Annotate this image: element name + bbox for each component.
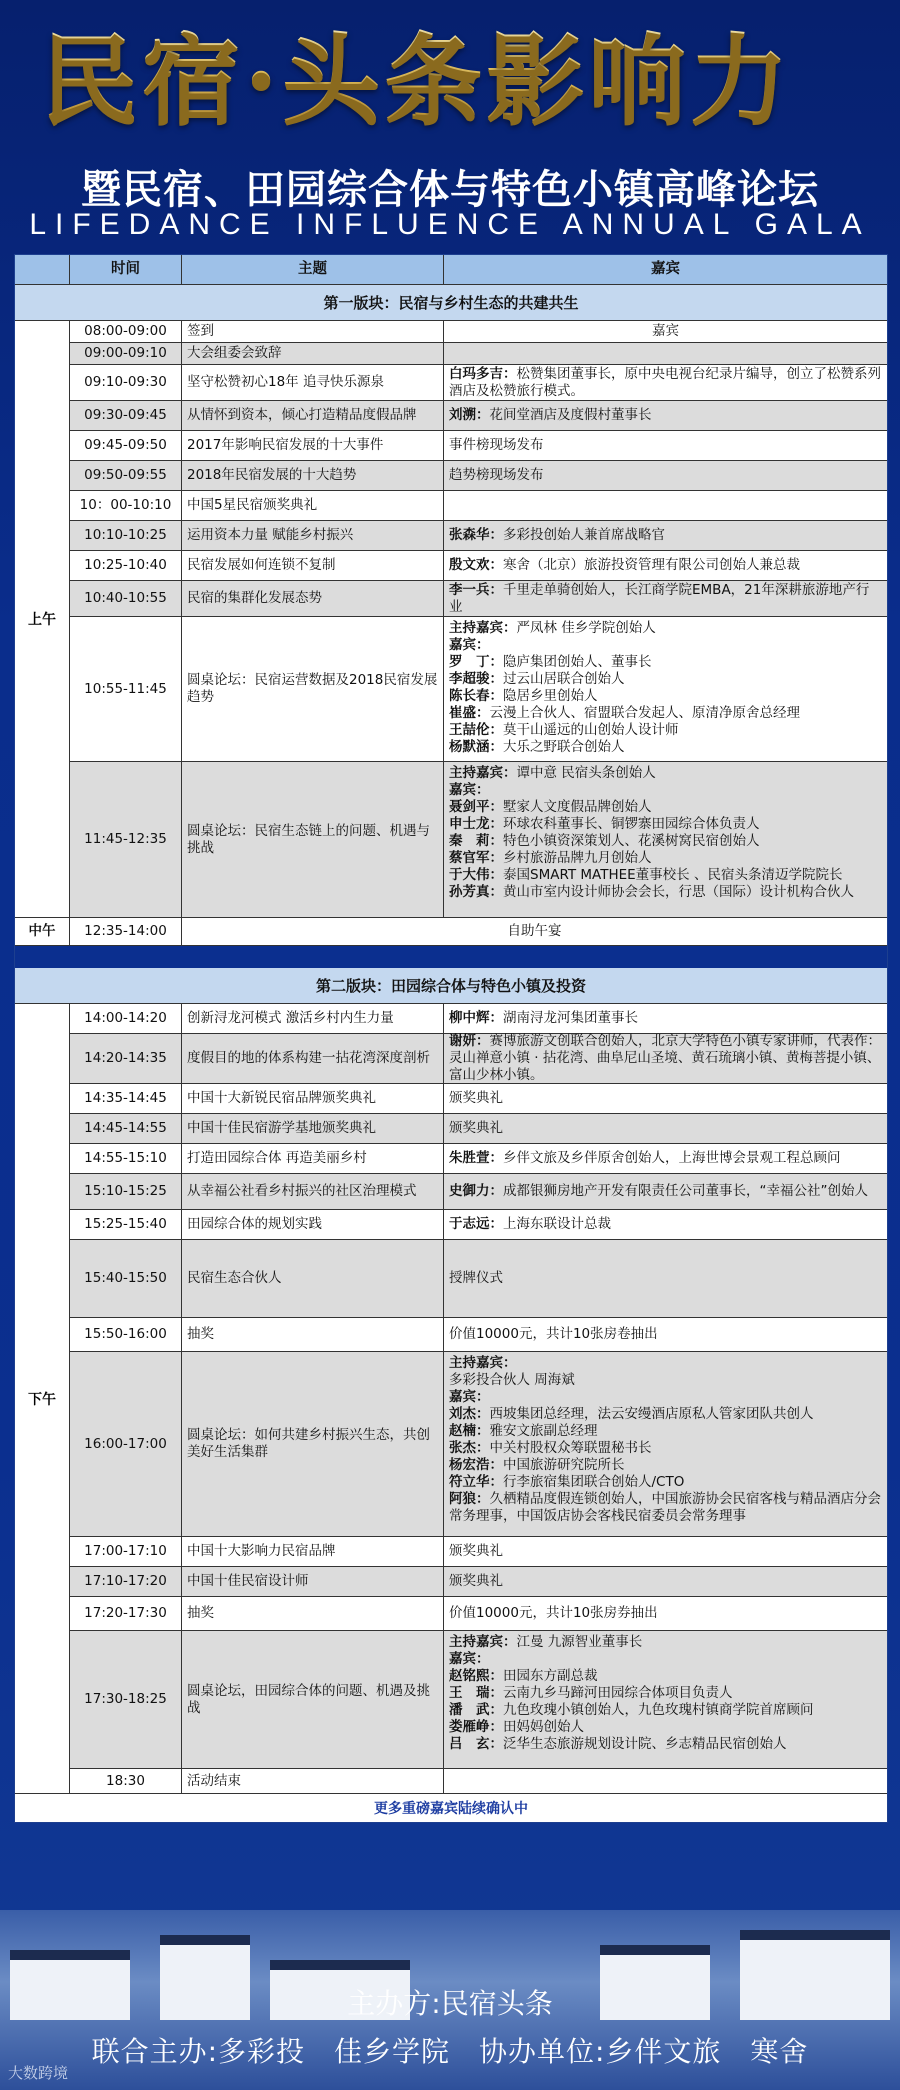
subtitle: 暨民宿、田园综合体与特色小镇高峰论坛 <box>81 167 819 213</box>
guest-title: 上海东联设计总裁 <box>503 1216 611 1232</box>
more-guests-note: 更多重磅嘉宾陆续确认中 <box>15 1794 887 1822</box>
guest-line <box>449 782 882 799</box>
section2-title: 第二版块：田园综合体与特色小镇及投资 <box>15 968 887 1004</box>
forum-row <box>70 1352 887 1537</box>
guest-name: 陈长春： <box>449 688 503 704</box>
row-topic: 中国5星民宿颁奖典礼 <box>182 491 444 520</box>
forum-guests <box>444 1352 887 1536</box>
forum-row <box>70 617 887 762</box>
row-guest: 趋势榜现场发布 <box>449 467 544 483</box>
guest-line <box>449 1457 882 1474</box>
row-time: 14:45-14:55 <box>70 1114 182 1143</box>
guest-line <box>449 1355 882 1372</box>
guest-line <box>449 799 882 816</box>
forum-time: 16:00-17:00 <box>70 1352 182 1536</box>
guest-name: 赵楠： <box>449 1423 490 1439</box>
guest-line <box>449 1685 882 1702</box>
guest-name: 于志远： <box>449 1216 503 1232</box>
row-guest: 颁奖典礼 <box>449 1573 503 1589</box>
guest-name: 朱胜萱： <box>449 1150 503 1166</box>
noon-row <box>15 918 887 946</box>
morning-rows <box>70 321 887 917</box>
guest-line <box>449 637 882 654</box>
table-row <box>70 1567 887 1597</box>
row-guest: 价值10000元，共计10张房卷抽出 <box>449 1326 658 1342</box>
table-row <box>70 1537 887 1567</box>
guest-line <box>449 884 882 901</box>
row-topic: 中国十大新锐民宿品牌颁奖典礼 <box>182 1084 444 1113</box>
co-organizers: 联合主办:多彩投 佳乡学院 协办单位:乡伴文旅 寒舍 <box>91 2035 809 2068</box>
guest-line <box>449 1389 882 1406</box>
guest-name: 潘 武： <box>449 1702 503 1718</box>
afternoon-block <box>15 1004 887 1794</box>
row-time: 09:50-09:55 <box>70 461 182 490</box>
table-row <box>70 1004 887 1034</box>
guest-line <box>449 816 882 833</box>
guest-line <box>449 1668 882 1685</box>
guest-name: 娄雁峥： <box>449 1719 503 1735</box>
guest-title: 湖南浔龙河集团董事长 <box>503 1010 638 1026</box>
guest-title: 寒舍（北京）旅游投资管理有限公司创始人兼总裁 <box>503 557 800 573</box>
guest-line <box>449 833 882 850</box>
table-row <box>70 365 887 401</box>
forum-guests <box>444 762 887 917</box>
table-row <box>70 1084 887 1114</box>
guest-name: 孙芳真： <box>449 884 503 900</box>
guest-title: 多彩投合伙人 周海斌 <box>449 1372 575 1388</box>
guest-name: 王 瑞： <box>449 1685 503 1701</box>
row-time: 10:40-10:55 <box>70 581 182 616</box>
header-empty <box>15 255 70 284</box>
row-topic: 坚守松赞初心18年 追寻快乐源泉 <box>182 365 444 400</box>
guest-name: 刘溯： <box>449 407 490 423</box>
forum-topic: 圆桌论坛：如何共建乡村振兴生态，共创美好生活集群 <box>182 1352 444 1536</box>
row-topic: 民宿生态合伙人 <box>182 1240 444 1317</box>
guest-name: 主持嘉宾： <box>449 1355 517 1371</box>
row-guest <box>444 491 887 520</box>
header-time: 时间 <box>70 255 182 284</box>
row-guest <box>444 1004 887 1033</box>
row-time: 15:40-15:50 <box>70 1240 182 1317</box>
guest-line <box>449 620 882 637</box>
row-topic: 抽奖 <box>182 1318 444 1351</box>
period-noon: 中午 <box>15 918 70 945</box>
guest-line <box>449 1719 882 1736</box>
guest-name: 蔡官军： <box>449 850 503 866</box>
guest-name: 张杰： <box>449 1440 490 1456</box>
guest-name: 聂剑平： <box>449 799 503 815</box>
guest-name: 申士龙： <box>449 816 503 832</box>
row-topic: 中国十佳民宿游学基地颁奖典礼 <box>182 1114 444 1143</box>
guest-line <box>449 1491 882 1525</box>
guest-line <box>449 1474 882 1491</box>
guest-title: 行李旅宿集团联合创始人/CTO <box>503 1474 685 1490</box>
guest-name: 张森华： <box>449 527 503 543</box>
table-row <box>70 1114 887 1144</box>
table-row <box>70 321 887 343</box>
guest-name: 秦 莉： <box>449 833 503 849</box>
guest-name: 于大伟： <box>449 867 503 883</box>
schedule-table <box>14 254 888 1823</box>
guest-name: 李一兵： <box>449 581 503 598</box>
guest-title: 乡伴文旅及乡伴原舍创始人，上海世博会景观工程总顾问 <box>503 1150 841 1166</box>
noon-topic: 自助午宴 <box>507 923 562 939</box>
guest-title: 田园东方副总裁 <box>503 1668 598 1684</box>
guest-title: 黄山市室内设计师协会会长，行思（国际）设计机构合伙人 <box>503 884 854 900</box>
guest-title: 莫干山遥远的山创始人设计师 <box>503 722 679 738</box>
guest-name: 吕 玄： <box>449 1736 503 1752</box>
row-guest <box>444 521 887 550</box>
guest-title: 成都银狮房地产开发有限责任公司董事长，“幸福公社”创始人 <box>503 1183 868 1199</box>
row-guest <box>444 1769 887 1793</box>
row-guest: 颁奖典礼 <box>449 1120 503 1136</box>
table-row <box>70 401 887 431</box>
row-topic: 中国十大影响力民宿品牌 <box>182 1537 444 1566</box>
section1-title: 第一版块：民宿与乡村生态的共建共生 <box>15 285 887 321</box>
row-topic: 民宿发展如何连锁不复制 <box>182 551 444 580</box>
row-topic: 2018年民宿发展的十大趋势 <box>182 461 444 490</box>
guest-name: 符立华： <box>449 1474 503 1490</box>
section-gap <box>15 946 887 968</box>
guest-title: 西坡集团总经理，法云安缦酒店原私人管家团队共创人 <box>489 1406 814 1422</box>
header-guest: 嘉宾 <box>651 261 680 277</box>
row-time: 15:50-16:00 <box>70 1318 182 1351</box>
row-guest <box>444 1034 887 1083</box>
row-time: 18:30 <box>70 1769 182 1793</box>
row-guest: 事件榜现场发布 <box>449 437 544 453</box>
row-topic: 创新浔龙河模式 激活乡村内生力量 <box>182 1004 444 1033</box>
row-time: 14:20-14:35 <box>70 1034 182 1083</box>
guest-name: 阿狼： <box>449 1491 490 1507</box>
guest-line <box>449 739 882 756</box>
guest-title: 雅安文旅副总经理 <box>489 1423 598 1439</box>
guest-title: 花间堂酒店及度假村董事长 <box>489 407 652 423</box>
forum-time: 11:45-12:35 <box>70 762 182 917</box>
guest-name: 白玛多吉： <box>449 365 517 382</box>
forum-guests <box>444 1631 887 1768</box>
guest-line <box>449 1651 882 1668</box>
table-row <box>70 1597 887 1631</box>
guest-name: 赵铭熙： <box>449 1668 503 1684</box>
guest-line <box>449 1440 882 1457</box>
table-header-row <box>15 255 887 285</box>
row-time: 10:25-10:40 <box>70 551 182 580</box>
guest-line <box>449 671 882 688</box>
main-title: 民宿·头条影响力 <box>40 22 860 140</box>
guest-line <box>449 1423 882 1440</box>
row-time: 09:00-09:10 <box>70 343 182 364</box>
row-topic: 从情怀到资本，倾心打造精品度假品牌 <box>182 401 444 430</box>
table-row <box>70 1210 887 1240</box>
guest-title: 多彩投创始人兼首席战略官 <box>503 527 665 543</box>
guest-title: 特色小镇资深策划人、花溪树窝民宿创始人 <box>503 833 760 849</box>
row-guest <box>444 1144 887 1173</box>
row-topic: 田园综合体的规划实践 <box>182 1210 444 1239</box>
row-time: 15:10-15:25 <box>70 1174 182 1209</box>
forum-topic: 圆桌论坛：民宿生态链上的问题、机遇与挑战 <box>182 762 444 917</box>
row-guest: 颁奖典礼 <box>449 1090 503 1106</box>
guest-title: 谭中意 民宿头条创始人 <box>516 765 656 781</box>
guest-title: 中国旅游研究院所长 <box>503 1457 625 1473</box>
guest-title: 隐居乡里创始人 <box>503 688 598 704</box>
afternoon-rows <box>70 1004 887 1793</box>
guest-title: 九色玫瑰小镇创始人，九色玫瑰村镇商学院首席顾问 <box>503 1702 814 1718</box>
guest-name: 史御力： <box>449 1183 503 1199</box>
table-row <box>70 581 887 617</box>
guest-line <box>449 850 882 867</box>
guest-name: 李超骏： <box>449 671 503 687</box>
table-row <box>70 343 887 365</box>
guest-title: 过云山居联合创始人 <box>503 671 625 687</box>
guest-line <box>449 1372 882 1389</box>
guest-name: 嘉宾： <box>449 1389 490 1405</box>
guest-name: 主持嘉宾： <box>449 1634 517 1650</box>
guest-line <box>449 688 882 705</box>
guest-title: 赛博旅游文创联合创始人，北京大学特色小镇专家讲师，代表作：灵山禅意小镇 · 拈花湾、曲阜尼山圣境、黄石琉璃小镇、黄梅菩提小镇、富山少林小镇。 <box>449 1033 881 1083</box>
table-row <box>70 521 887 551</box>
row-topic: 度假目的地的体系构建一拈花湾深度剖析 <box>182 1034 444 1083</box>
guest-line <box>449 722 882 739</box>
row-topic: 运用资本力量 赋能乡村振兴 <box>182 521 444 550</box>
row-topic: 打造田园综合体 再造美丽乡村 <box>182 1144 444 1173</box>
row-topic: 民宿的集群化发展态势 <box>182 581 444 616</box>
guest-line <box>449 1702 882 1719</box>
row-time: 17:10-17:20 <box>70 1567 182 1596</box>
table-row <box>70 1769 887 1793</box>
row-guest: 嘉宾 <box>652 323 679 339</box>
row-topic: 2017年影响民宿发展的十大事件 <box>182 431 444 460</box>
row-topic: 抽奖 <box>182 1597 444 1630</box>
forum-time: 10:55-11:45 <box>70 617 182 761</box>
guest-title: 久栖精品度假连锁创始人，中国旅游协会民宿客栈与精品酒店分会常务理事，中国饭店协会客栈民宿委员会常务理事 <box>449 1491 881 1524</box>
row-guest: 颁奖典礼 <box>449 1543 503 1559</box>
noon-time: 12:35-14:00 <box>70 918 182 945</box>
guest-title: 隐庐集团创始人、董事长 <box>503 654 652 670</box>
guest-name: 嘉宾： <box>449 1651 490 1667</box>
row-topic: 大会组委会致辞 <box>182 343 444 364</box>
guest-line <box>449 705 882 722</box>
table-row <box>70 551 887 581</box>
guest-title: 云南九乡马蹄河田园综合体项目负责人 <box>503 1685 733 1701</box>
guest-name: 主持嘉宾： <box>449 765 517 781</box>
row-time: 14:00-14:20 <box>70 1004 182 1033</box>
guest-name: 柳中辉： <box>449 1010 503 1026</box>
guest-name: 崔盛： <box>449 705 490 721</box>
morning-block <box>15 321 887 918</box>
guest-name: 嘉宾： <box>449 782 490 798</box>
guest-title: 泛华生态旅游规划设计院、乡志精品民宿创始人 <box>503 1736 787 1752</box>
row-guest <box>444 1174 887 1209</box>
forum-topic: 圆桌论坛：民宿运营数据及2018民宿发展趋势 <box>182 617 444 761</box>
header-topic: 主题 <box>182 255 444 284</box>
guest-title: 江曼 九源智业董事长 <box>516 1634 643 1650</box>
watermark: 大数跨境 <box>8 2064 69 2082</box>
row-time: 08:00-09:00 <box>70 321 182 342</box>
row-time: 15:25-15:40 <box>70 1210 182 1239</box>
guest-line <box>449 1406 882 1423</box>
row-guest <box>444 365 887 400</box>
period-afternoon: 下午 <box>15 1004 70 1793</box>
row-time: 17:00-17:10 <box>70 1537 182 1566</box>
table-row <box>70 491 887 521</box>
guest-title: 墅家人文度假品牌创始人 <box>503 799 652 815</box>
guest-title: 乡村旅游品牌九月创始人 <box>503 850 652 866</box>
table-row <box>70 1034 887 1084</box>
guest-name: 杨默涵： <box>449 739 503 755</box>
guest-title: 大乐之野联合创始人 <box>503 739 625 755</box>
guest-name: 杨宏浩： <box>449 1457 503 1473</box>
row-time: 09:10-09:30 <box>70 365 182 400</box>
row-time: 10：00-10:10 <box>70 491 182 520</box>
header <box>0 0 900 250</box>
table-row <box>70 431 887 461</box>
row-topic: 活动结束 <box>182 1769 444 1793</box>
row-time: 14:35-14:45 <box>70 1084 182 1113</box>
guest-name: 殷文欢： <box>449 557 503 573</box>
period-morning: 上午 <box>15 321 70 917</box>
guest-title: 泰国SMART MATHEE董事校长 、民宿头条清迈学院院长 <box>503 867 843 883</box>
row-time: 17:20-17:30 <box>70 1597 182 1630</box>
table-row <box>70 461 887 491</box>
english-title: LIFEDANCE INFLUENCE ANNUAL GALA <box>29 208 871 241</box>
row-time: 09:30-09:45 <box>70 401 182 430</box>
forum-row <box>70 762 887 917</box>
guest-name: 谢妍： <box>449 1033 490 1049</box>
row-guest <box>444 581 887 616</box>
row-topic: 中国十佳民宿设计师 <box>182 1567 444 1596</box>
guest-line <box>449 1634 882 1651</box>
guest-title: 千里走单骑创始人，长江商学院EMBA，21年深耕旅游地产行业 <box>449 581 870 615</box>
guest-name: 嘉宾： <box>449 637 490 653</box>
row-guest <box>444 401 887 430</box>
guest-title: 环球农科董事长、铜锣寨田园综合体负责人 <box>503 816 760 832</box>
guest-title: 松赞集团董事长，原中央电视台纪录片编导，创立了松赞系列酒店及松赞旅行模式。 <box>449 365 881 399</box>
forum-row <box>70 1631 887 1769</box>
row-guest <box>444 1210 887 1239</box>
row-guest <box>444 343 887 364</box>
guest-title: 田妈妈创始人 <box>503 1719 584 1735</box>
table-row <box>70 1174 887 1210</box>
row-guest: 授牌仪式 <box>449 1270 503 1286</box>
row-time: 10:10-10:25 <box>70 521 182 550</box>
row-guest: 价值10000元，共计10张房券抽出 <box>449 1605 658 1621</box>
guest-line <box>449 867 882 884</box>
organizer: 主办方:民宿头条 <box>347 1987 553 2020</box>
guest-title: 严凤林 佳乡学院创始人 <box>516 620 656 636</box>
guest-title: 中关村股权众筹联盟秘书长 <box>489 1440 652 1456</box>
guest-line <box>449 654 882 671</box>
guest-name: 罗 丁： <box>449 654 503 670</box>
guest-name: 刘杰： <box>449 1406 490 1422</box>
guest-line <box>449 765 882 782</box>
forum-topic: 圆桌论坛，田园综合体的问题、机遇及挑战 <box>182 1631 444 1768</box>
row-topic: 签到 <box>182 321 444 342</box>
row-time: 09:45-09:50 <box>70 431 182 460</box>
table-row <box>70 1144 887 1174</box>
forum-guests <box>444 617 887 761</box>
guest-name: 主持嘉宾： <box>449 620 517 636</box>
row-guest <box>444 551 887 580</box>
row-topic: 从幸福公社看乡村振兴的社区治理模式 <box>182 1174 444 1209</box>
guest-line <box>449 1736 882 1753</box>
table-row <box>70 1318 887 1352</box>
table-row <box>70 1240 887 1318</box>
guest-title: 云漫上合伙人、宿盟联合发起人、原清净原舍总经理 <box>489 705 800 721</box>
guest-name: 王喆伦： <box>449 722 503 738</box>
row-time: 14:55-15:10 <box>70 1144 182 1173</box>
forum-time: 17:30-18:25 <box>70 1631 182 1768</box>
